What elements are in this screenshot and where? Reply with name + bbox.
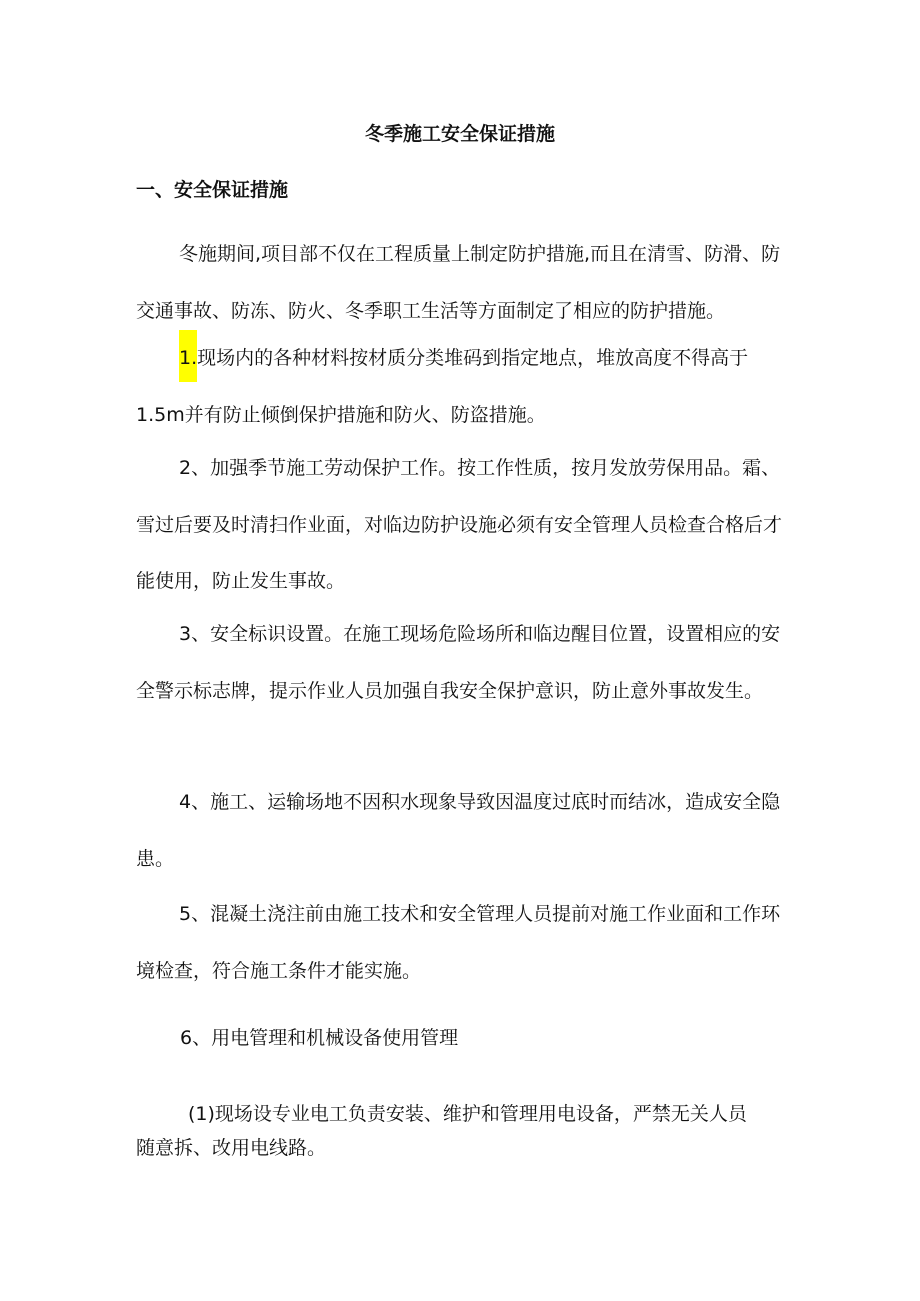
item-4-text: 4、施工、运输场地不因积水现象导致因温度过底时而结冰，造成安全隐患。	[136, 791, 781, 870]
item-1-paragraph	[136, 330, 786, 443]
item-6-heading: 6、用电管理和机械设备使用管理	[180, 1027, 459, 1049]
document-title: 冬季施工安全保证措施	[364, 123, 555, 145]
item-6-1-text: (1)现场设专业电工负责安装、维护和管理用电设备，严禁无关人员随意拆、改用电线路。	[136, 1103, 747, 1159]
item-4-paragraph	[136, 774, 786, 887]
item-2-paragraph	[136, 440, 786, 610]
item-5-text: 5、混凝土浇注前由施工技术和安全管理人员提前对施工作业面和工作环境检查，符合施工条件才能实施。	[136, 903, 781, 982]
section-heading: 一、安全保证措施	[136, 179, 289, 201]
item-1-number-highlight: 1.	[179, 330, 197, 382]
intro-text: 冬施期间,项目部不仅在工程质量上制定防护措施,而且在清雪、防滑、防交通事故、防冻、防火、冬季职工生活等方面制定了相应的防护措施。	[136, 243, 781, 322]
item-3-text: 3、安全标识设置。在施工现场危险场所和临边醒目位置，设置相应的安全警示标志牌，提示作业人员加强自我安全保护意识，防止意外事故发生。	[136, 623, 781, 702]
item-5-paragraph	[136, 886, 786, 999]
item-1-text: 现场内的各种材料按材质分类堆码到指定地点，堆放高度不得高于1.5m并有防止倾倒保护措施和防火、防盗措施。	[136, 347, 749, 426]
item-3-paragraph	[136, 606, 786, 719]
item-2-text: 2、加强季节施工劳动保护工作。按工作性质，按月发放劳保用品。霜、雪过后要及时清扫作业面，对临边防护设施必须有安全管理人员检查合格后才能使用，防止发生事故。	[136, 457, 783, 592]
intro-paragraph	[136, 226, 786, 339]
item-6-1-paragraph	[136, 1097, 756, 1165]
